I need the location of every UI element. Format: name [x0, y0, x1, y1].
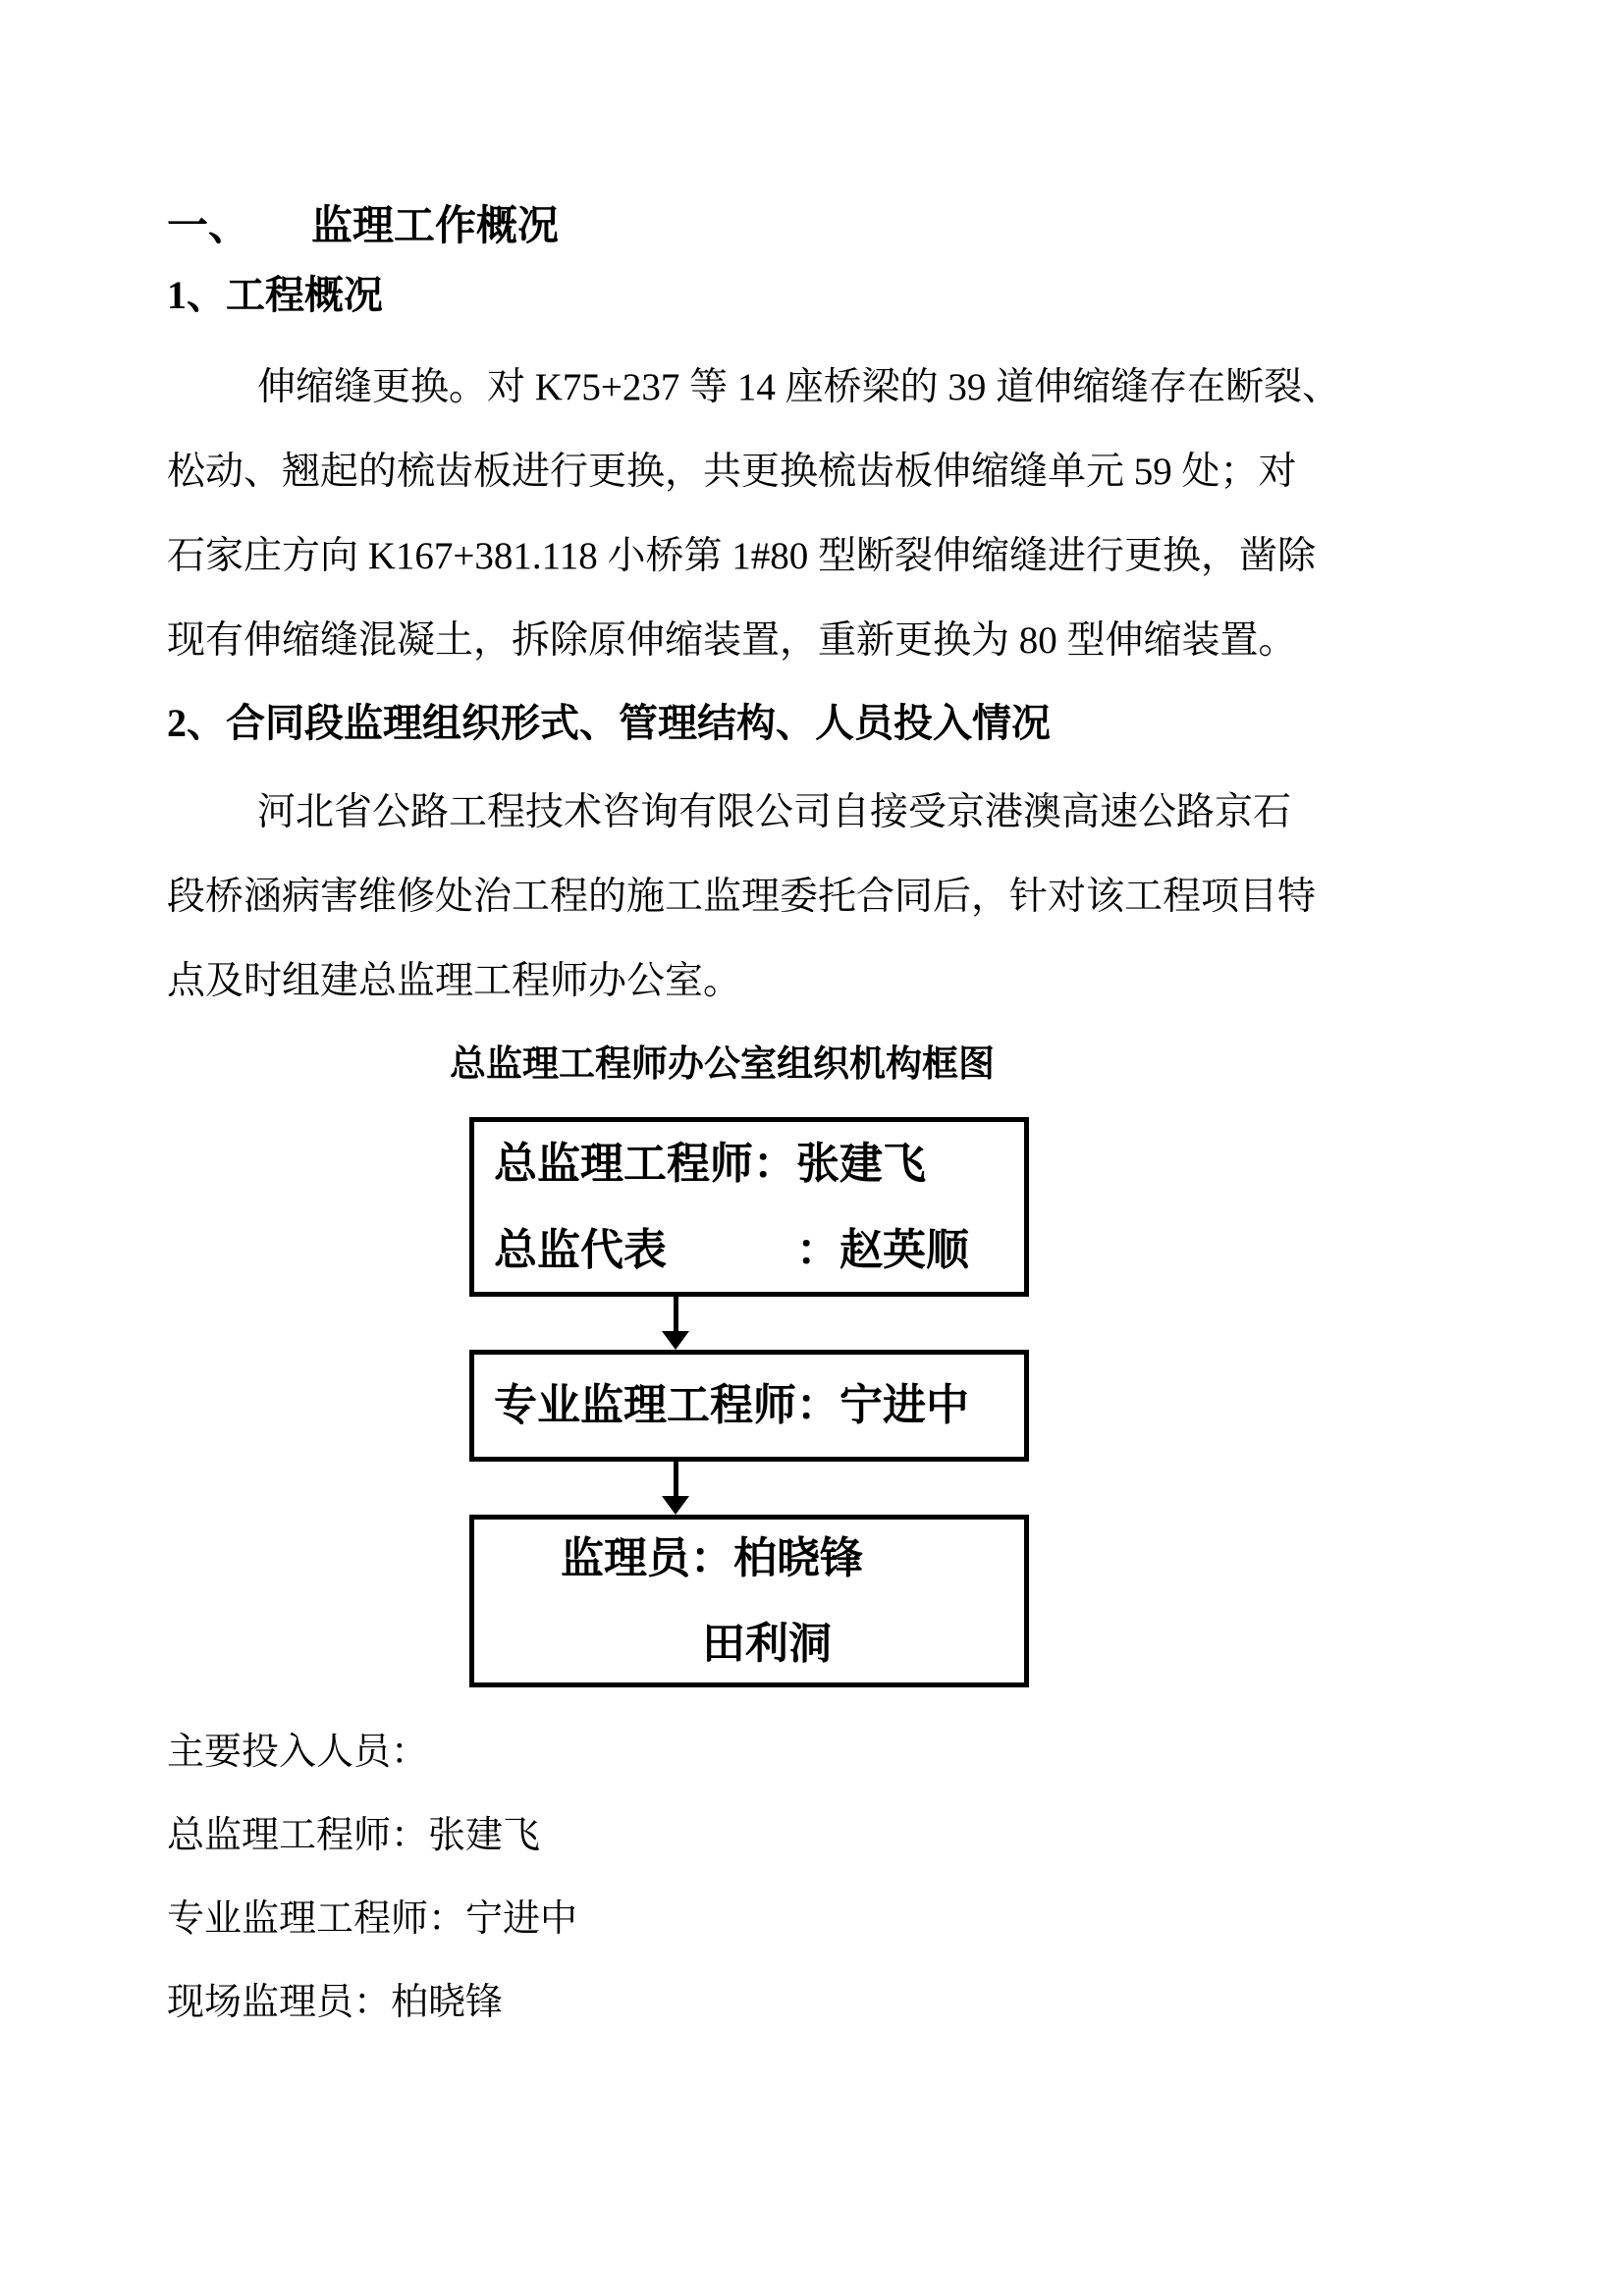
arrow-head — [662, 1496, 689, 1515]
staff-list-line: 专业监理工程师：宁进中 — [167, 1898, 578, 1940]
org-box-text-line: 总监理工程师：张建飞 — [494, 1139, 926, 1188]
arrow-shaft — [674, 1297, 678, 1331]
flow-arrow-down-icon — [662, 1297, 689, 1350]
flow-arrow-down-icon — [662, 1462, 689, 1515]
org-box-site-supervisors — [469, 1515, 1029, 1687]
arrow-head — [662, 1331, 689, 1350]
org-chart — [469, 1117, 1029, 1687]
paragraph-project-overview — [167, 346, 1473, 683]
text-line: 松动、翘起的梳齿板进行更换，共更换梳齿板伸缩缝单元 59 处；对 — [167, 451, 1297, 493]
subsection-heading-org-structure: 2、合同段监理组织形式、管理结构、人员投入情况 — [167, 701, 1051, 745]
subsection-heading-project-overview: 1、工程概况 — [167, 273, 383, 317]
text-line: 伸缩缝更换。对 K75+237 等 14 座桥梁的 39 道伸缩缝存在断裂、 — [257, 366, 1341, 408]
org-box-text-line: 总监代表 ：赵英顺 — [494, 1225, 969, 1274]
org-box-text-line: 田利洞 — [702, 1620, 832, 1668]
org-box-text-line: 监理员：柏晓锋 — [561, 1534, 863, 1582]
staff-list-line: 总监理工程师：张建飞 — [167, 1815, 541, 1856]
org-chart-title: 总监理工程师办公室组织机构框图 — [450, 1044, 995, 1085]
staff-list-line: 现场监理员：柏晓锋 — [167, 1982, 504, 2023]
arrow-shaft — [674, 1462, 678, 1496]
text-line: 石家庄方向 K167+381.118 小桥第 1#80 型断裂伸缩缝进行更换，凿除 — [167, 535, 1316, 577]
staff-list-line: 主要投入人员： — [167, 1732, 429, 1773]
staff-list — [167, 1711, 577, 2045]
paragraph-org-structure — [167, 771, 1473, 1024]
text-line: 现有伸缩缝混凝土，拆除原伸缩装置，重新更换为 80 型伸缩装置。 — [167, 619, 1297, 662]
section-heading-supervision-overview: 一、 监理工作概况 — [167, 204, 560, 249]
text-line: 河北省公路工程技术咨询有限公司自接受京港澳高速公路京石 — [257, 791, 1292, 833]
org-box-text-line: 专业监理工程师：宁进中 — [494, 1381, 969, 1429]
text-line: 点及时组建总监理工程师办公室。 — [167, 960, 742, 1002]
org-box-specialist-engineer — [469, 1350, 1029, 1462]
text-line: 段桥涵病害维修处治工程的施工监理委托合同后，针对该工程项目特 — [167, 876, 1317, 918]
org-box-chief-engineer — [469, 1117, 1029, 1297]
